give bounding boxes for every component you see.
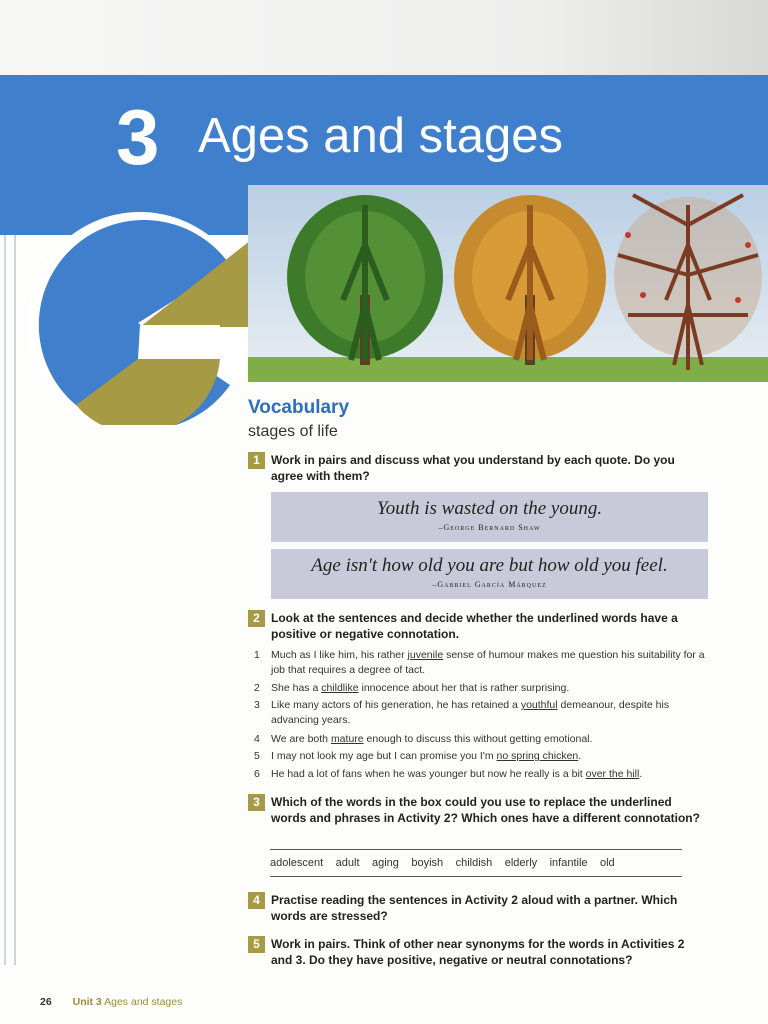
word-box-item: childish [455,857,493,869]
sentence-number: 3 [254,699,260,711]
page-footer [40,996,182,1008]
sentence-text: We are both mature enough to discuss this without getting emotional. [271,733,593,745]
quote-box [271,549,708,599]
activity-number: 5 [248,936,265,953]
section-subtitle: stages of life [248,423,338,440]
sentence-number: 1 [254,649,260,661]
sentence-text: I may not look my age but I can promise you I'm no spring chicken. [271,750,582,762]
sentence-text: She has a childlike innocence about her that is rather surprising. [271,682,570,694]
quote-text: Youth is wasted on the young. [376,498,603,519]
quote-author: –Gabriel García Márquez [432,580,547,589]
quote-box [271,492,708,542]
activity-instruction: Look at the sentences and decide whether the underlined words have a positive or negative connotation. [271,611,678,641]
sentence-text: Like many actors of his generation, he has retained a youthful demeanour, despite his advancing years. [271,699,670,726]
activity-instruction: Which of the words in the box could you use to replace the underlined words and phrases in Activity 2? Which ones have a different connotation? [271,795,700,825]
sentence-number: 6 [254,768,260,780]
underlined-word: mature [330,733,364,745]
word-box-item: infantile [549,857,588,869]
activity-number: 1 [248,452,265,469]
unit-title: Ages and stages [198,109,564,163]
word-box-item: adult [335,857,360,869]
word-box-item: old [599,857,615,869]
word-box-item: aging [371,857,399,869]
page-number: 26 [40,996,52,1008]
page-top-shadow [0,0,768,75]
underlined-word: youthful [520,699,558,711]
quote-author: –George Bernard Shaw [438,523,541,532]
footer-unit-ref: Unit 3 Ages and stages [72,996,183,1008]
sentence-text: Much as I like him, his rather juvenile sense of humour makes me question his suitability for a job that requires a degree of tact. [271,649,705,676]
word-box [270,849,682,877]
quote-text: Age isn't how old you are but how old you feel. [311,555,668,576]
sentence-number: 2 [254,682,260,694]
sentence-text: He had a lot of fans when he was younger but now he really is a bit over the hill. [271,768,643,780]
activity-number: 4 [248,892,265,909]
word-box-item: adolescent [270,857,324,869]
activity-instruction: Practise reading the sentences in Activity 2 aloud with a partner. Which words are stressed? [271,893,678,923]
activity-instruction: Work in pairs. Think of other near synonyms for the words in Activities 2 and 3. Do they have positive, negative or neutral connotations? [271,937,685,967]
trees-of-life-photo [248,185,768,382]
activity-number: 3 [248,794,265,811]
sentence-number: 4 [254,733,260,745]
underlined-word: juvenile [407,649,444,661]
underlined-word: no spring chicken [496,750,579,762]
activity-instruction: Work in pairs and discuss what you understand by each quote. Do you agree with them? [271,453,675,483]
binding-line [14,115,16,965]
sentence-number: 5 [254,750,260,762]
binding-line [4,115,6,965]
unit-number: 3 [116,93,160,181]
word-box-item: elderly [504,857,538,869]
activity-number: 2 [248,610,265,627]
underlined-word: over the hill [585,768,640,780]
word-box-item: boyish [411,857,444,869]
section-title: Vocabulary [248,397,350,418]
unit-logo-icon [20,205,260,425]
underlined-word: childlike [321,682,359,694]
